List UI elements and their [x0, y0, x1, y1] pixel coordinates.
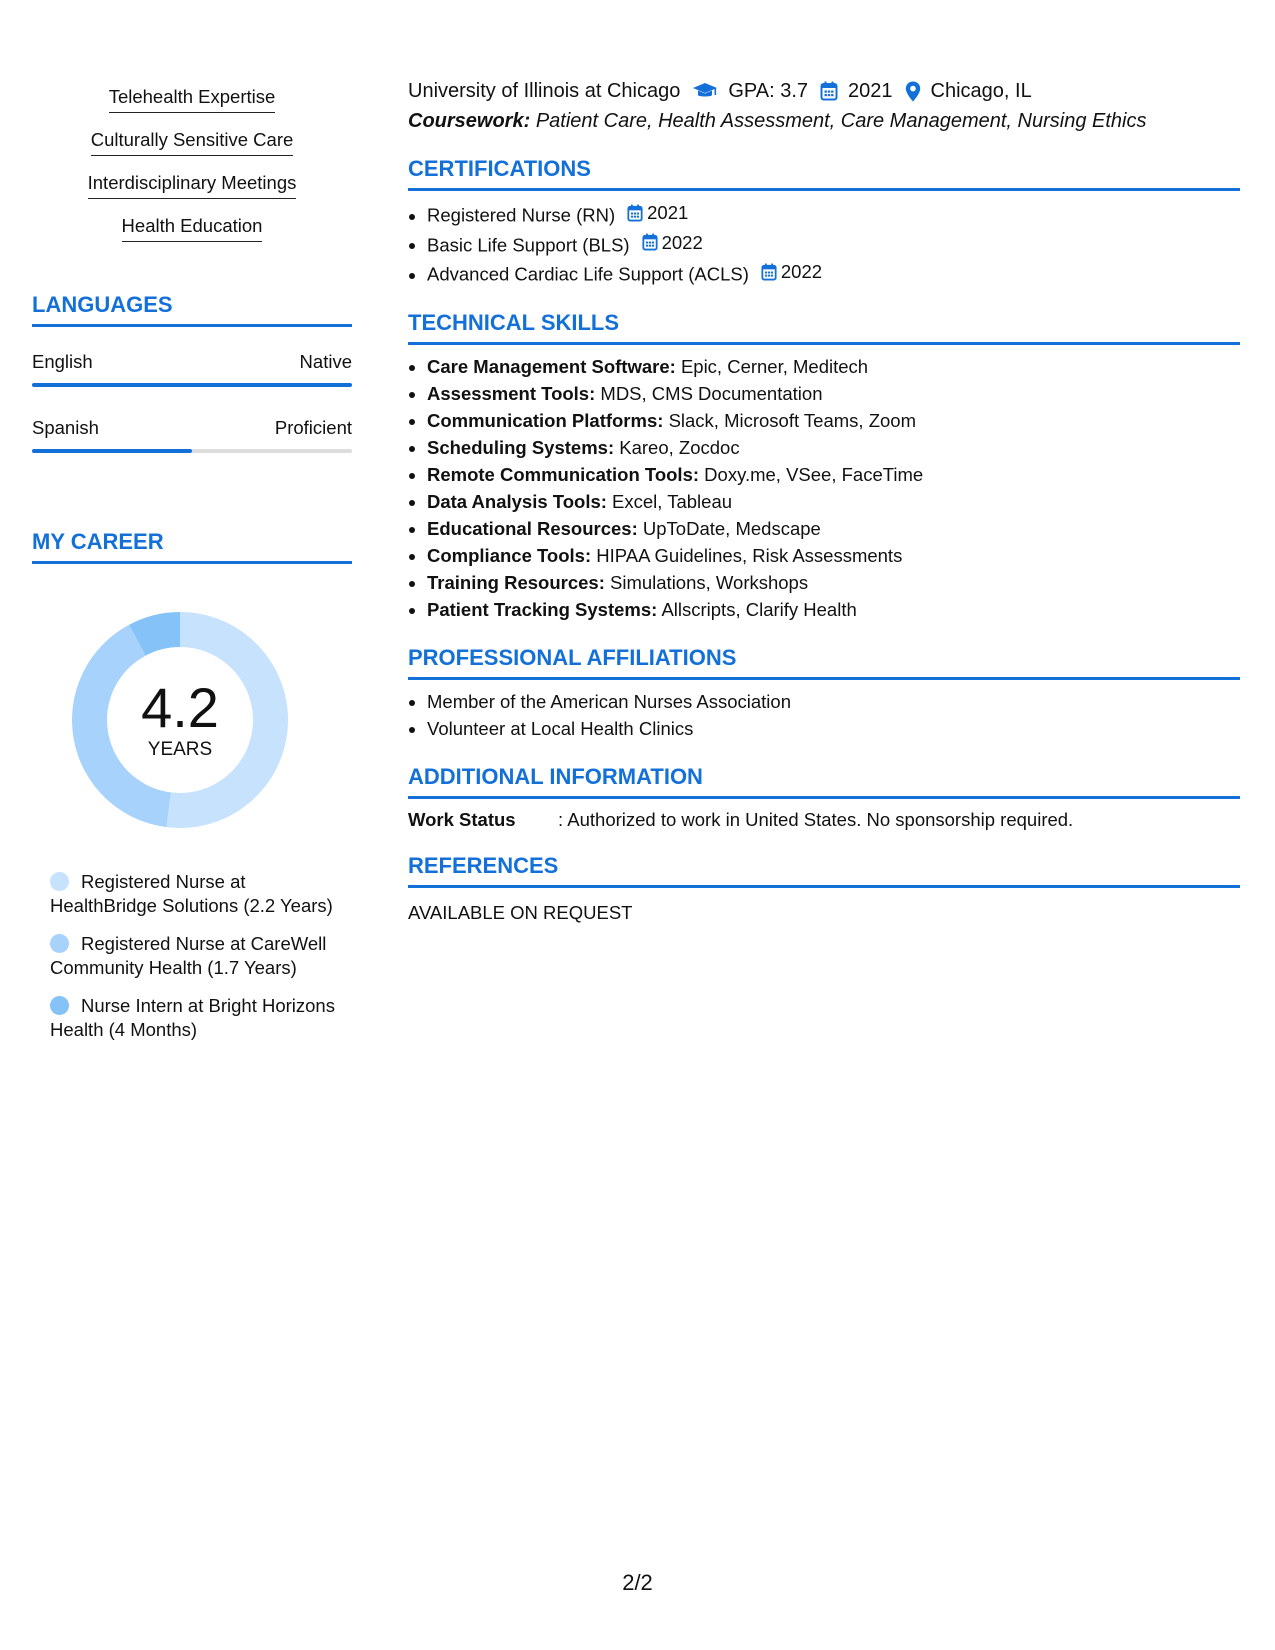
legend-item	[50, 870, 340, 918]
school-location: Chicago, IL	[930, 80, 1032, 102]
calendar-icon	[627, 204, 643, 222]
graduation-year: 2021	[848, 80, 893, 102]
technical-skill-item	[427, 596, 1240, 623]
school-name: University of Illinois at Chicago	[408, 80, 681, 102]
work-status-label: Work Status	[408, 808, 516, 830]
technical-skill-item	[427, 380, 1240, 407]
skill-category: Remote Communication Tools:	[427, 463, 700, 485]
certification-name: Registered Nurse (RN)	[427, 204, 616, 226]
certification-year: 2022	[780, 261, 823, 282]
languages-section	[32, 292, 352, 453]
gpa: GPA: 3.7	[728, 80, 809, 102]
skill-tag: Telehealth Expertise	[109, 86, 276, 113]
legend-label: Registered Nurse at HealthBridge Solutions (2.2 Years)	[50, 871, 333, 916]
language-level: Native	[299, 351, 352, 372]
affiliation-item: • Volunteer at Local Health Clinics	[427, 715, 1240, 742]
career-total-years: 4.2	[141, 676, 219, 739]
technical-skills-section	[408, 310, 1240, 623]
language-row	[32, 417, 352, 453]
languages-title: LANGUAGES	[32, 292, 352, 327]
skill-values: Kareo, Zocdoc	[619, 436, 740, 458]
page-number: 2/2	[622, 1570, 653, 1595]
language-row	[32, 351, 352, 387]
skill-values: Slack, Microsoft Teams, Zoom	[668, 409, 916, 431]
location-pin-icon	[905, 81, 921, 102]
work-status-value: : Authorized to work in United States. No sponsorship required.	[558, 808, 1074, 830]
legend-label: Registered Nurse at CareWell Community Health (1.7 Years)	[50, 933, 327, 978]
career-section	[32, 529, 352, 1042]
certification-item	[427, 199, 1240, 229]
certification-name: Advanced Cardiac Life Support (ACLS)	[427, 263, 749, 285]
skill-category: Training Resources:	[427, 571, 605, 593]
skill-values: Epic, Cerner, Meditech	[680, 355, 869, 377]
certifications-section	[408, 156, 1240, 288]
references-section	[408, 853, 1240, 924]
additional-info-title: ADDITIONAL INFORMATION	[408, 764, 1240, 799]
skill-values: UpToDate, Medscape	[642, 517, 821, 539]
skill-tag: Health Education	[122, 215, 263, 242]
legend-label: Nurse Intern at Bright Horizons Health (4 Months)	[50, 995, 335, 1040]
coursework-line	[408, 108, 1240, 134]
technical-skill-item	[427, 407, 1240, 434]
technical-skill-item	[427, 434, 1240, 461]
language-bar-fill	[32, 449, 192, 453]
calendar-icon	[820, 81, 838, 101]
work-status-row	[408, 809, 1240, 831]
affiliations-title: PROFESSIONAL AFFILIATIONS	[408, 645, 1240, 680]
affiliation-item: • Member of the American Nurses Association	[427, 688, 1240, 715]
skill-category: Care Management Software:	[427, 355, 676, 377]
affiliations-list	[408, 688, 1240, 742]
technical-skill-item	[427, 542, 1240, 569]
skill-category: Compliance Tools:	[427, 544, 592, 566]
certification-name: Basic Life Support (BLS)	[427, 234, 630, 255]
additional-info-section	[408, 764, 1240, 831]
education-line	[408, 78, 1240, 104]
legend-dot	[50, 934, 69, 953]
references-title: REFERENCES	[408, 853, 1240, 888]
certifications-list	[408, 199, 1240, 288]
skill-category: Scheduling Systems:	[427, 436, 615, 458]
coursework-list: Patient Care, Health Assessment, Care Management, Nursing Ethics	[535, 110, 1147, 132]
skill-category: Assessment Tools:	[427, 382, 596, 404]
skill-values: HIPAA Guidelines, Risk Assessments	[596, 544, 903, 566]
skill-values: Doxy.me, VSee, FaceTime	[704, 463, 924, 485]
coursework-label: Coursework:	[408, 110, 531, 132]
language-level: Proficient	[274, 417, 352, 438]
certification-year: 2021	[647, 202, 689, 223]
calendar-icon	[642, 233, 658, 251]
legend-item	[50, 932, 340, 980]
technical-skill-item	[427, 461, 1240, 488]
donut-center	[66, 606, 294, 834]
skill-category: Patient Tracking Systems:	[427, 598, 658, 620]
technical-skill-item	[427, 515, 1240, 542]
calendar-icon	[761, 263, 777, 281]
legend-dot	[50, 872, 69, 891]
language-bar	[32, 449, 352, 453]
legend-dot	[50, 996, 69, 1015]
legend-item	[50, 994, 340, 1042]
certification-item	[427, 229, 1240, 259]
technical-skills-title: TECHNICAL SKILLS	[408, 310, 1240, 345]
certifications-title: CERTIFICATIONS	[408, 156, 1240, 191]
skill-values: Allscripts, Clarify Health	[661, 598, 857, 620]
skill-values: Excel, Tableau	[612, 490, 733, 512]
skill-tag: Interdisciplinary Meetings	[88, 172, 297, 199]
career-donut-chart	[66, 606, 294, 834]
graduation-cap-icon	[692, 82, 718, 100]
certification-year: 2022	[661, 231, 703, 253]
skill-values: MDS, CMS Documentation	[600, 382, 823, 404]
technical-skill-item	[427, 569, 1240, 596]
skill-category: Data Analysis Tools:	[427, 490, 607, 512]
language-bar	[32, 383, 352, 387]
skill-category: Educational Resources:	[427, 517, 638, 539]
career-total-unit: YEARS	[147, 739, 213, 760]
language-bar-fill	[32, 383, 352, 387]
skill-tag: Culturally Sensitive Care	[91, 129, 294, 156]
technical-skill-item	[427, 488, 1240, 515]
language-name: Spanish	[32, 417, 99, 438]
technical-skill-item	[427, 353, 1240, 380]
language-name: English	[32, 351, 93, 372]
career-title: MY CAREER	[32, 529, 352, 564]
skill-category: Communication Platforms:	[427, 409, 664, 431]
certification-item	[427, 258, 1240, 288]
skills-list	[32, 86, 352, 242]
right-column	[408, 78, 1240, 924]
career-legend	[50, 870, 340, 1042]
technical-skills-list	[408, 353, 1240, 623]
references-text: AVAILABLE ON REQUEST	[408, 901, 633, 923]
skill-values: Simulations, Workshops	[610, 571, 809, 593]
left-column	[32, 80, 352, 1056]
affiliations-section	[408, 645, 1240, 742]
